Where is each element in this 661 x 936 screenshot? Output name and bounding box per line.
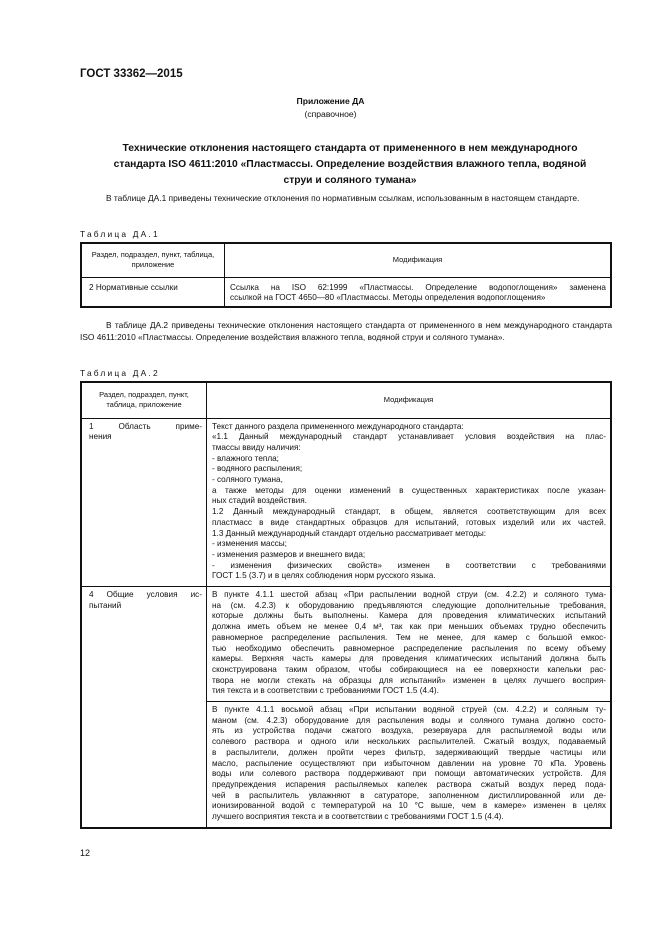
text-line: предупреждения испарения распыляемых капелек раствора сжатый воздух перед пода- [212, 780, 606, 789]
text-line: которые должны быть выполнены. Камера для проведения климатических испытаний [212, 611, 606, 621]
text-line: Текст данного раздела примененного международного стандарта: [212, 421, 464, 431]
standard-number: ГОСТ 33362—2015 [80, 68, 183, 80]
appendix-heading [90, 141, 610, 189]
text-line: пытаний [89, 600, 122, 610]
text-line: ных стадий воздействия. [212, 496, 307, 506]
text-line: на (см. 4.2.3) к оборудованию предъявляются следующие дополнительные требования, [212, 600, 606, 610]
text-line: пластмасс в виде стандартных образцов для испытаний, готовых изделий или их частей. [212, 517, 606, 527]
text-line: лучшего восприятия текста и в соответствии с требованиями ГОСТ 1.5 (4.4). [212, 812, 504, 822]
table-2-cell-modification [207, 418, 612, 587]
table-2-cell-section [81, 587, 207, 828]
intro-paragraph-1: В таблице ДА.1 приведены технические отклонения по нормативным ссылкам, использованным в настоящем стандарте. [106, 193, 580, 203]
text-line: маном (см. 4.2.3) оборудование для распыления воды и соляного тумана должно состо- [212, 715, 606, 725]
table-2-cell-modification [207, 587, 612, 702]
appendix-subtitle: (справочное) [304, 109, 357, 119]
heading-line: стандарта ISO 4611:2010 «Пластмассы. Определение воздействия влажного тепла, водяной [113, 159, 587, 170]
text-line: Ссылка на ISO 62:1999 «Пластмассы. Определение водопоглощения» заменена [230, 282, 606, 292]
text-line: ионизированной водой с температурой на 10 °С выше, чем в камере» изменен в целях [212, 801, 606, 811]
text-line: 1.3 Данный международный стандарт отдельно рассматривает методы: [212, 528, 487, 538]
text-line: В пункте 4.1.1 восьмой абзац «При испытании водяной струей (см. 4.2.2) и соляным ту- [212, 705, 606, 715]
text-line: «1.1 Данный международный стандарт устанавливает условия воздействия на плас- [212, 432, 606, 442]
text-line: солевого раствора и одного или нескольких распылителей. Сжатый воздух, подаваемый [212, 737, 606, 747]
table-1 [80, 242, 612, 308]
appendix-title: Приложение ДА [296, 96, 365, 106]
text-line: - изменения массы; [212, 539, 287, 549]
text-line: ять из устройства подачи сжатого воздуха, резервуара для распыляемой воды или [212, 726, 606, 736]
text-line: чей в распылитель увлажняют в сатураторе, заполненном дистиллированной или де- [212, 790, 606, 800]
text-line: масло, распыление осуществляют при избыточном давлении на уровне 70 кПа. Уровень [212, 758, 606, 768]
text-line: твора не могли стекать на образцы для испытаний» изменен в целях лучшего восприя- [212, 675, 606, 685]
table-2-header-section: Раздел, подраздел, пункт, таблица, приложение [81, 382, 207, 418]
heading-line: Технические отклонения настоящего стандарта от примененного в нем международного [122, 143, 578, 154]
table-2-label: Таблица ДА.2 [80, 368, 160, 378]
text-line: 1.2 Данный международный стандарт, в общем, является соответствующим для всех [212, 507, 606, 517]
table-1-label: Таблица ДА.1 [80, 229, 160, 239]
text-line: - влажного тепла; [212, 453, 279, 463]
table-1-header-section: Раздел, подраздел, пункт, таблица, приложение [81, 243, 225, 277]
intro-paragraph-2: В таблице ДА.2 приведены технические отклонения настоящего стандарта от примененного в нем международного стандарта ISO 4611:2010 «Пластмассы. Определение воздействия влажного тепла, водяной струи и соляного тумана». [80, 320, 612, 342]
text-line: - изменения размеров и внешнего вида; [212, 549, 366, 559]
table-1-header-modification: Модификация [225, 243, 612, 277]
text-line: ссылкой на ГОСТ 4650—80 «Пластмассы. Методы определения водопоглощения» [230, 293, 546, 303]
text-line: в распылители, должен пройти через фильтр, задерживающий твердые частицы или [212, 747, 606, 757]
table-1-cell-modification [225, 277, 612, 307]
text-line: 1 Область приме- [89, 421, 202, 431]
text-line: а также методы для оценки изменений в существенных характеристиках после указан- [212, 485, 606, 495]
text-line: тмассы ввиду наличия: [212, 442, 301, 452]
page-number: 12 [80, 848, 91, 858]
table-2-cell-modification [207, 702, 612, 828]
table-2-cell-section [81, 418, 207, 587]
text-line: В пункте 4.1.1 шестой абзац «При распылении водной струи (см. 4.2.2) и соляного тума- [212, 590, 606, 600]
text-line: равномерное распределение распыления. Тем не менее, для камер с большой емкос- [212, 632, 606, 642]
table-2-header-modification: Модификация [207, 382, 612, 418]
text-line: сконструирована таким образом, чтобы собирающиеся на ее поверхности капельки рас- [212, 664, 606, 674]
text-line: - соляного тумана, [212, 475, 283, 485]
text-line: должна иметь объем не менее 0,4 м³, так как при меньших объемах трудно обеспечить [212, 622, 606, 632]
heading-line: струи и соляного тумана» [283, 175, 417, 186]
text-line: воды или солевого раствора поддерживают при помощи автоматических устройств. Для [212, 769, 606, 779]
table-2 [80, 381, 612, 829]
text-line: ГОСТ 1.5 (3.7) и в целях соблюдения норм русского языка. [212, 571, 436, 581]
text-line: тью необходимо обеспечить равномерное распределение распыления по всему объему [212, 643, 606, 653]
text-line: - водяного распыления; [212, 464, 303, 474]
text-line: 4 Общие условия ис- [89, 590, 202, 600]
text-line: тия текста и в соответствии с требованиями ГОСТ 1.5 (4.4). [212, 686, 439, 696]
text-line: камеры. Верхняя часть камеры для проведения климатических испытаний должна быть [212, 654, 606, 664]
text-line: нения [89, 432, 112, 442]
table-1-cell-section: 2 Нормативные ссылки [81, 277, 225, 307]
text-line: - изменения физических свойств» изменен в соответствии с требованиями [212, 560, 606, 570]
